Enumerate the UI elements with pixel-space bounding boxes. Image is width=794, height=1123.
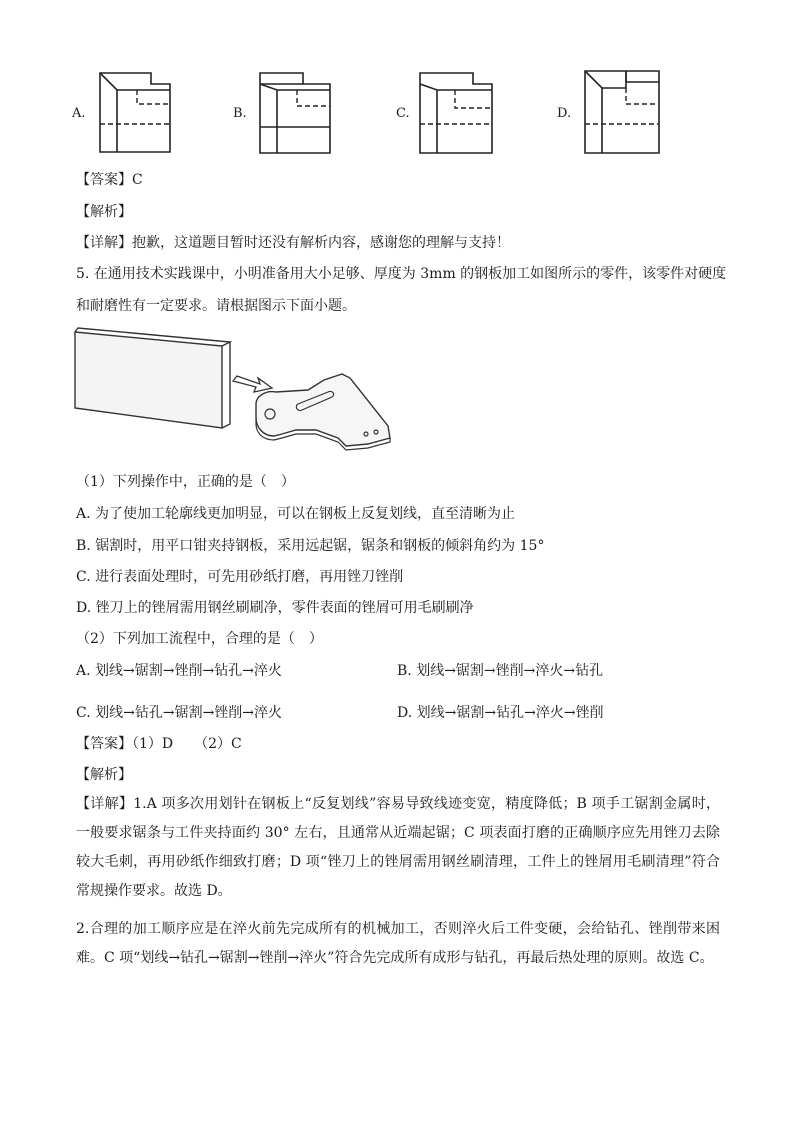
- sub1-option-a: A. 为了使加工轮廓线更加明显，可以在钢板上反复划线，直至清晰为止: [76, 506, 516, 522]
- q5-answer-line: [76, 734, 242, 754]
- option-a-label: A.: [72, 106, 86, 121]
- sub2-option-d: D. 划线→锯割→钻孔→淬火→锉削: [397, 705, 604, 721]
- answer-value: C: [132, 172, 143, 188]
- detail-text: 抱歉，这道题目暂时还没有解析内容，感谢您的理解与支持！: [132, 235, 510, 251]
- q5-stem-line2: 和耐磨性有一定要求。请根据图示下面小题。: [76, 298, 356, 314]
- answer-value: （1）D （2）C: [132, 736, 242, 752]
- prev-detail-line: [76, 233, 510, 253]
- answer-tag: 【答案】: [76, 172, 132, 188]
- detail-tag: 【详解】: [76, 235, 132, 251]
- sub2-option-b: B. 划线→锯割→锉削→淬火→钻孔: [397, 663, 604, 679]
- prev-answer-line: [76, 170, 143, 190]
- option-b-figure: [259, 72, 331, 154]
- steel-plate-to-part-figure: [70, 326, 392, 452]
- sub2-title: （2）下列加工流程中，合理的是（ ）: [76, 631, 323, 647]
- option-c-figure: [419, 72, 493, 154]
- sub1-option-c: C. 进行表面处理时，可先用砂纸打磨，再用锉刀锉削: [76, 569, 404, 585]
- option-b-label: B.: [233, 106, 247, 121]
- sub1-title: （1）下列操作中，正确的是（ ）: [76, 474, 295, 490]
- q5-stem-line1: 5. 在通用技术实践课中，小明准备用大小足够、厚度为 3mm 的钢板加工如图所示的零件，该零件对硬度: [76, 266, 727, 282]
- prev-analysis-tag: 【解析】: [76, 204, 132, 220]
- sub1-option-b: B. 锯割时，用平口钳夹持钢板，采用远起锯，锯条和钢板的倾斜角约为 15°: [76, 538, 545, 554]
- answer-tag: 【答案】: [76, 736, 132, 752]
- option-d-figure: [584, 70, 660, 154]
- q5-detail-para1: [76, 790, 720, 906]
- detail-tag: 【详解】: [76, 796, 134, 812]
- option-a-figure: [99, 72, 171, 152]
- q5-detail-para2: 2.合理的加工顺序应是在淬火前先完成所有的机械加工，否则淬火后工件变硬，会给钻孔、锉削带来困难。C 项“划线→钻孔→锯割→锉削→淬火”符合先完成所有成形与钻孔，再最后热处理的原则。故选 C。: [76, 921, 720, 966]
- q5-analysis-tag: 【解析】: [76, 767, 132, 783]
- option-c-label: C.: [396, 106, 410, 121]
- detail-para1-text: 1.A 项多次用划针在钢板上“反复划线”容易导致线迹变宽，精度降低；B 项手工锯割金属时，一般要求锯条与工件夹持面约 30° 左右，且通常从近端起锯；C 项表面打磨的正确顺序应先用锉刀去除较大毛刺，再用砂纸作细致打磨；D 项“锉刀上的锉屑需用钢丝刷清理，工件上的锉屑用毛刷清理”符合常规操作要求。故选 D。: [76, 796, 721, 899]
- sub2-option-c: C. 划线→钻孔→锯割→锉削→淬火: [76, 705, 283, 721]
- sub1-option-d: D. 锉刀上的锉屑需用钢丝刷刷净，零件表面的锉屑可用毛刷刷净: [76, 600, 474, 616]
- sub2-option-a: A. 划线→锯割→锉削→钻孔→淬火: [76, 663, 282, 679]
- option-d-label: D.: [557, 106, 572, 121]
